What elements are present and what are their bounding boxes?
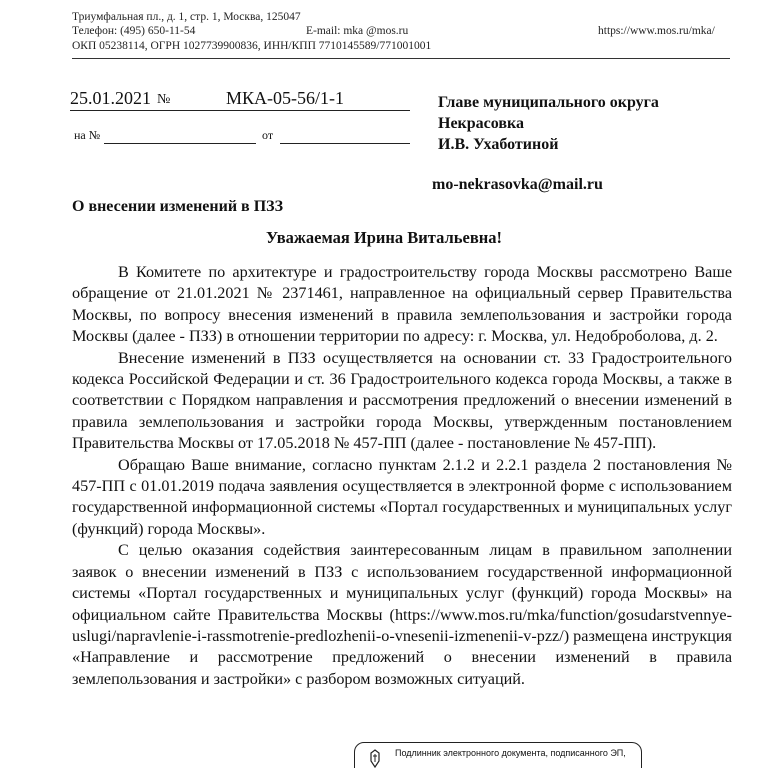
reference-date-line — [280, 143, 410, 144]
body-paragraph: В Комитете по архитектуре и градостроительству города Москвы рассмотрено Ваше обращение от 21.01.2021 № 2371461, направленное на официальный сервер Правительства Москвы, по вопросу внесения изменений в правила землепользования и застройки города Москвы (далее - ПЗЗ) в отношении территории по адресу: г. Москва, ул. Недоброболова, д. 2. — [72, 263, 732, 346]
reference-number-line — [104, 143, 256, 144]
body-paragraph: Обращаю Ваше внимание, согласно пунктам 2.1.2 и 2.2.1 раздела 2 постановления № 457-ПП с 01.01.2019 подача заявления осуществляется в электронной форме с использованием государственной информационной системы «Портал государственных и муниципальных услуг (функций) города Москвы». — [72, 455, 732, 538]
header-website: https://www.mos.ru/mka/ — [598, 25, 715, 37]
header-phone: Телефон: (495) 650-11-54 — [72, 25, 196, 37]
reference-number-label: на № — [74, 128, 101, 142]
stamp-text: Подлинник электронного документа, подписанного ЭП, — [395, 748, 626, 758]
header-divider — [72, 58, 730, 59]
addressee-line: Некрасовка — [438, 115, 524, 132]
letter-body — [72, 262, 732, 690]
body-paragraph: Внесение изменений в ПЗЗ осуществляется на основании ст. 33 Градостроительного кодекса Российской Федерации и ст. 36 Градостроительного кодекса города Москвы, а также в соответствии с Порядком направления и рассмотрения предложений о внесении изменений в правила землепользования и застройки города Москвы, утвержденным постановлением Правительства Москвы от 17.05.2018 № 457-ПП (далее - постановление № 457-ПП). — [72, 348, 732, 453]
addressee-block — [438, 92, 659, 155]
addressee-email: mo-nekrasovka@mail.ru — [432, 176, 603, 193]
salutation: Уважаемая Ирина Витальевна! — [266, 228, 502, 247]
header-requisites: ОКП 05238114, ОГРН 1027739900836, ИНН/КПП 7710145589/771001001 — [72, 40, 432, 52]
registration-number: МКА-05-56/1-1 — [226, 88, 344, 108]
coat-of-arms-icon — [365, 749, 385, 768]
header-address: Триумфальная пл., д. 1, стр. 1, Москва, 125047 — [72, 11, 301, 23]
addressee-line: Главе муниципального округа — [438, 94, 659, 111]
body-paragraph: С целью оказания содействия заинтересованным лицам в правильном заполнении заявок о внесении изменений в ПЗЗ с использованием государственной информационной системы «Портал государственных и муниципальных услуг (функций) города Москвы» на официальном сайте Правительства Москвы (https://www.mos.ru/mka/function/gosudarstvennye-uslugi/napravlenie-i-rassmotrenie-predlozhenii-o-vnesenii-izmenenii-v-pzz/) размещена инструкция «Направление и рассмотрение предложений о внесении изменений в правила землепользования и застройки» с разбором возможных ситуаций. — [72, 541, 732, 688]
header-email: E-mail: mka @mos.ru — [306, 25, 409, 37]
reference-date-label: от — [262, 128, 274, 142]
registration-date: 25.01.2021 — [70, 88, 151, 108]
letter-subject: О внесении изменений в ПЗЗ — [72, 198, 284, 215]
signature-stamp — [354, 742, 642, 768]
registration-no-label: № — [157, 92, 171, 107]
addressee-line: И.В. Ухаботиной — [438, 136, 559, 153]
registration-underline — [70, 110, 410, 111]
